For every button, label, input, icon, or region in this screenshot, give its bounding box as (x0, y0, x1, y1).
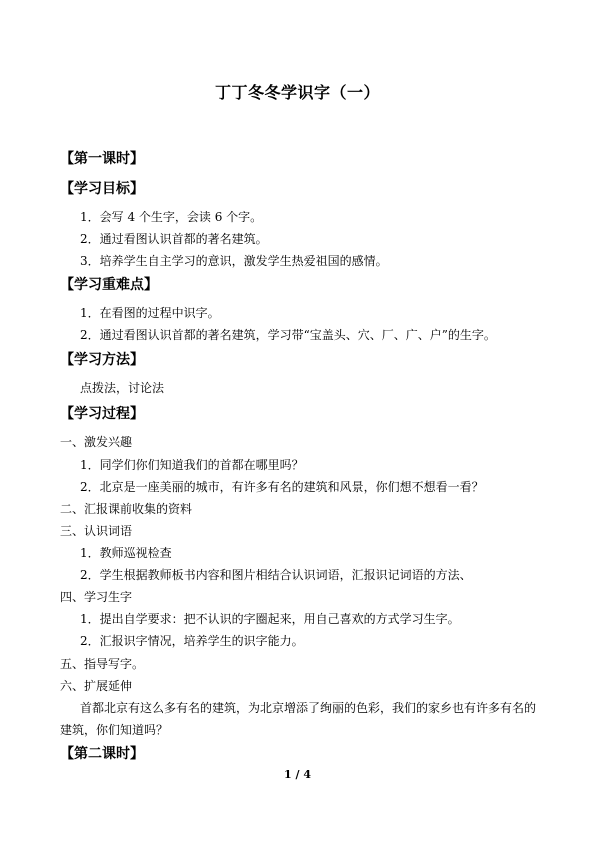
goals-heading: 【学习目标】 (60, 181, 144, 197)
key-point-item-2: 2．通过看图认识首都的著名建筑，学习带“宝盖头、穴、厂、广、户”的生字。 (80, 328, 496, 342)
section-2-title: 二、汇报课前收集的资料 (60, 502, 193, 516)
section-5-title: 五、指导写字。 (60, 657, 145, 671)
key-points-heading: 【学习重难点】 (60, 277, 158, 293)
section-4-title: 四、学习生字 (60, 590, 133, 604)
section-1-item-2: 2．北京是一座美丽的城市，有许多有名的建筑和风景，你们想不想看一看？ (80, 480, 484, 494)
page-number: 1 / 4 (284, 768, 311, 781)
key-point-item-1: 1．在看图的过程中识字。 (80, 306, 220, 320)
process-heading: 【学习过程】 (60, 406, 144, 422)
lesson2-heading: 【第二课时】 (60, 746, 144, 762)
section-3-item-2: 2．学生根据教师板书内容和图片相结合认识词语，汇报识记词语的方法、 (80, 568, 472, 582)
section-6-paragraph-line-2: 建筑，你们知道吗？ (60, 723, 169, 737)
lesson1-heading: 【第一课时】 (60, 151, 144, 167)
section-4-item-2: 2．汇报识字情况，培养学生的识字能力。 (80, 634, 304, 648)
page-title: 丁丁冬冬学识字（一） (214, 83, 380, 102)
methods-text: 点拨法，讨论法 (80, 381, 165, 395)
section-6-title: 六、扩展延伸 (60, 679, 133, 693)
section-3-item-1: 1．教师巡视检查 (80, 546, 172, 560)
goal-item-2: 2．通过看图认识首都的著名建筑。 (80, 232, 268, 246)
goal-item-1: 1．会写 4 个生字，会读 6 个字。 (80, 210, 263, 224)
section-1-title: 一、激发兴趣 (60, 435, 133, 449)
methods-heading: 【学习方法】 (60, 352, 144, 368)
section-3-title: 三、认识词语 (60, 524, 133, 538)
section-4-item-1: 1．提出自学要求：把不认识的字圈起来，用自己喜欢的方式学习生字。 (80, 612, 460, 626)
section-6-paragraph-line-1: 首都北京有这么多有名的建筑，为北京增添了绚丽的色彩，我们的家乡也有许多有名的 (80, 701, 537, 715)
goal-item-3: 3．培养学生自主学习的意识，激发学生热爱祖国的感情。 (80, 254, 388, 268)
section-1-item-1: 1．同学们你们知道我们的首都在哪里吗？ (80, 458, 304, 472)
